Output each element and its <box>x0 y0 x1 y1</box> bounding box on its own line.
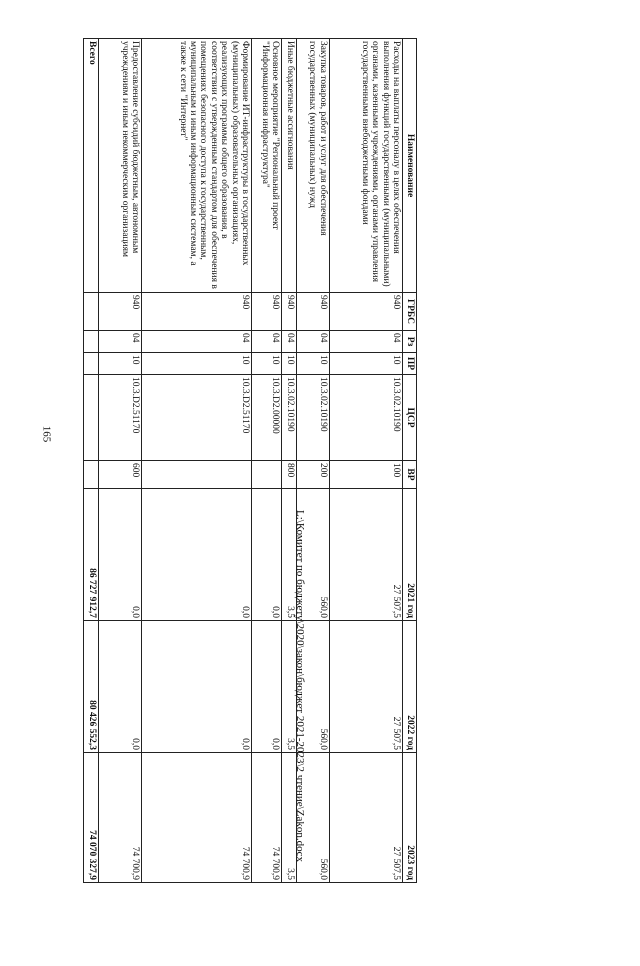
row-2023: 3,5 <box>282 753 297 883</box>
header-pr: ПР <box>403 353 417 375</box>
row-name: Основное мероприятие "Региональный проект "Информационная инфраструктура" <box>252 39 282 293</box>
row-2023: 74 700,9 <box>99 753 142 883</box>
footer-file-path: L:\Комитет по бюджету\2020\закон\бюджет 2021-2023\2 чтение\Zakon.docx <box>294 510 306 862</box>
row-name: Закупка товаров, работ и услуг для обеспечения государственных (муниципальных) нужд <box>297 39 329 293</box>
budget-table <box>83 38 417 883</box>
header-grbs: ГРБС <box>403 293 417 331</box>
row-2021: 0,0 <box>252 489 282 621</box>
row-vr: 200 <box>297 461 329 489</box>
row-grbs: 940 <box>142 293 252 331</box>
total-label: Всего <box>84 39 99 293</box>
total-2022: 80 426 552,3 <box>84 621 99 753</box>
row-vr <box>252 461 282 489</box>
table-header-row <box>403 39 417 883</box>
row-csr: 10.3.D2.51170 <box>142 375 252 461</box>
row-rz: 04 <box>142 331 252 353</box>
row-2022: 0,0 <box>99 621 142 753</box>
table-row <box>99 39 142 883</box>
row-pr: 10 <box>99 353 142 375</box>
row-rz: 04 <box>252 331 282 353</box>
header-name: Наименование <box>403 39 417 293</box>
row-2023: 560,0 <box>297 753 329 883</box>
row-2021: 0,0 <box>99 489 142 621</box>
row-grbs: 940 <box>99 293 142 331</box>
row-name: Иные бюджетные ассигнования <box>282 39 297 293</box>
row-2021: 27 507,5 <box>329 489 402 621</box>
row-vr <box>142 461 252 489</box>
header-csr: ЦСР <box>403 375 417 461</box>
row-grbs: 940 <box>252 293 282 331</box>
row-rz: 04 <box>99 331 142 353</box>
row-grbs: 940 <box>297 293 329 331</box>
row-2023: 74 700,9 <box>252 753 282 883</box>
table-row <box>329 39 402 883</box>
row-2023: 27 507,5 <box>329 753 402 883</box>
table-total-row <box>84 39 99 883</box>
row-2021: 3,5 <box>282 489 297 621</box>
row-2022: 3,5 <box>282 621 297 753</box>
row-2022: 0,0 <box>252 621 282 753</box>
row-name: Расходы на выплаты персоналу в целях обеспечения выполнения функций государственными (муниципальными) органами, казенными учреждениями, органами управления государственными внебюджетными фондами <box>329 39 402 293</box>
row-2021: 0,0 <box>142 489 252 621</box>
row-2022: 560,0 <box>297 621 329 753</box>
row-name: Формирование ИТ-инфраструктуры в государственных (муниципальных) образовательных организациях, реализующих программы общего образования, в соответствии с утвержденным стандартом для обеспечения в помещениях безопасного доступа к государственным, муниципальным и иным информационным системам, а также к сети "Интернет" <box>142 39 252 293</box>
row-csr: 10.3.02.10190 <box>329 375 402 461</box>
row-vr: 800 <box>282 461 297 489</box>
total-2021: 86 727 912,7 <box>84 489 99 621</box>
row-csr: 10.3.02.10190 <box>282 375 297 461</box>
header-2023: 2023 год <box>403 753 417 883</box>
row-name: Предоставление субсидий бюджетным, автономным учреждениям и иным некоммерческим организациям <box>99 39 142 293</box>
total-2023: 74 070 327,9 <box>84 753 99 883</box>
row-rz: 04 <box>297 331 329 353</box>
row-pr: 10 <box>282 353 297 375</box>
row-2022: 0,0 <box>142 621 252 753</box>
row-rz: 04 <box>329 331 402 353</box>
row-vr: 100 <box>329 461 402 489</box>
header-rz: Рз <box>403 331 417 353</box>
row-vr: 600 <box>99 461 142 489</box>
page-number: 165 <box>40 425 53 443</box>
table-row <box>252 39 282 883</box>
row-pr: 10 <box>252 353 282 375</box>
row-2021: 560,0 <box>297 489 329 621</box>
row-rz: 04 <box>282 331 297 353</box>
header-vr: ВР <box>403 461 417 489</box>
row-grbs: 940 <box>282 293 297 331</box>
row-csr: 10.3.D2.00000 <box>252 375 282 461</box>
header-2022: 2022 год <box>403 621 417 753</box>
row-csr: 10.3.02.10190 <box>297 375 329 461</box>
budget-table-rotated <box>83 38 417 882</box>
header-2021: 2021 год <box>403 489 417 621</box>
table-row <box>142 39 252 883</box>
row-csr: 10.3.D2.51170 <box>99 375 142 461</box>
row-2023: 74 700,9 <box>142 753 252 883</box>
row-grbs: 940 <box>329 293 402 331</box>
row-2022: 27 507,5 <box>329 621 402 753</box>
row-pr: 10 <box>297 353 329 375</box>
row-pr: 10 <box>142 353 252 375</box>
row-pr: 10 <box>329 353 402 375</box>
